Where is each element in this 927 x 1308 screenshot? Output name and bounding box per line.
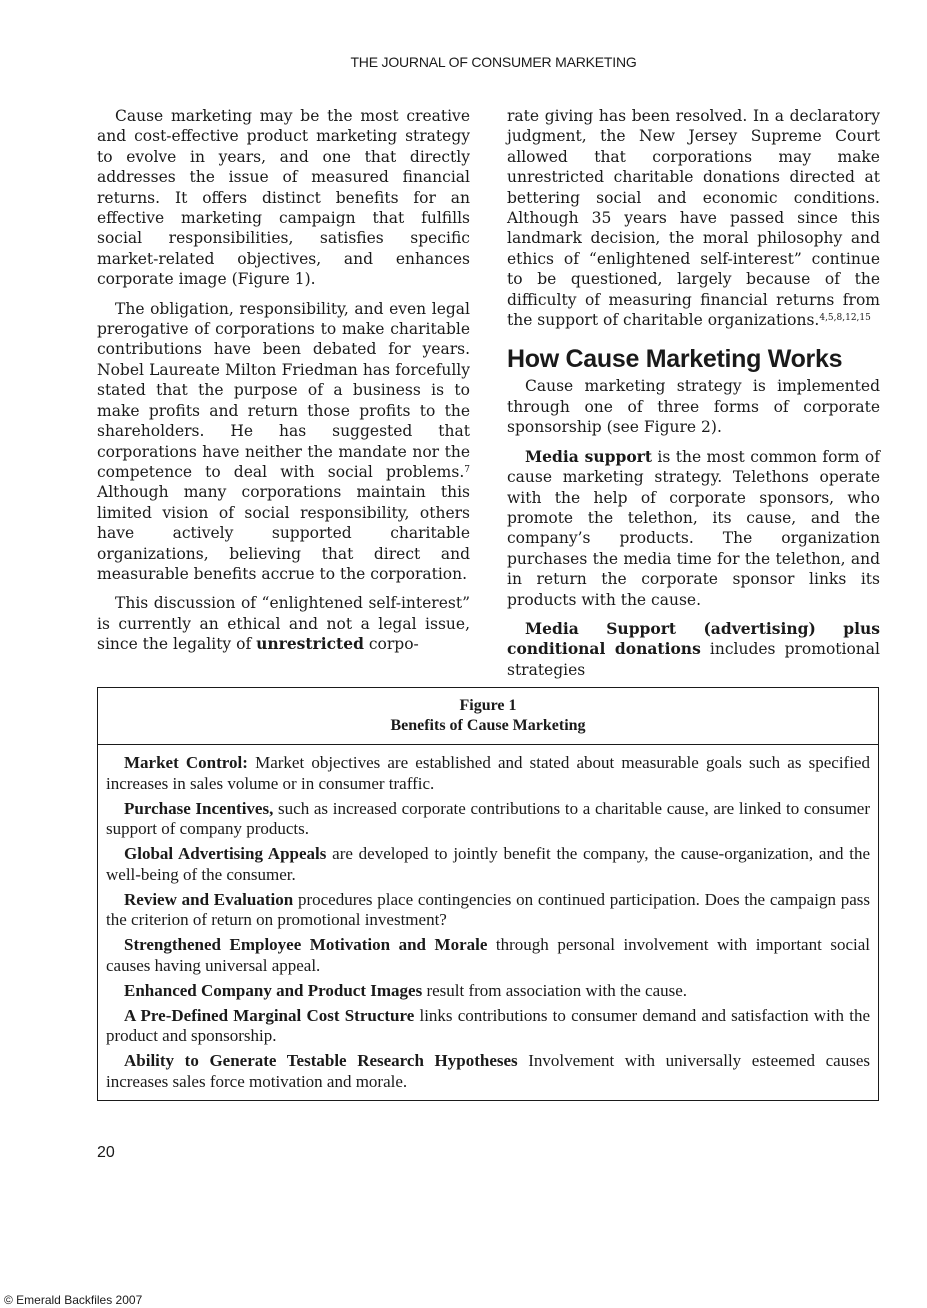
figure-item <box>106 1006 870 1047</box>
figure-item <box>106 981 870 1002</box>
paragraph-text: is the most common form of cause marketing strategy. Telethons operate with the help of corporate sponsors, who promote the telethon, its cause, and the company’s products. The organization purchases the media time for the telethon, and in return the corporate sponsor links its products with the cause. <box>507 447 880 609</box>
figure-item-term: Ability to Generate Testable Research Hypotheses <box>124 1051 518 1070</box>
figure-item-term: Strengthened Employee Motivation and Morale <box>124 935 488 954</box>
paragraph <box>507 619 880 680</box>
paragraph-text: The obligation, responsibility, and even legal prerogative of corporations to make charitable contributions have been debated for years. Nobel Laureate Milton Friedman has forcefully stated that the purpose of a business is to make profits and return those profits to the shareholders. He has suggested that corporations have neither the mandate nor the competence to deal with social problems. <box>97 299 470 481</box>
figure-item-text: are developed to jointly benefit the company, the cause-organization, and the well-being of the consumer. <box>106 844 870 884</box>
paragraph-text: Although many corporations maintain this limited vision of social responsibility, others have actively supported charitable organizations, believing that direct and measurable benefits accrue to the corporation. <box>97 483 470 583</box>
figure-item-term: Global Advertising Appeals <box>124 844 327 863</box>
bold-term: Media Support (advertising) plus conditional donations <box>507 618 880 659</box>
figure-item <box>106 935 870 976</box>
figure-item <box>106 799 870 840</box>
figure-item-text: through personal involvement with important social causes having universal appeal. <box>106 935 870 975</box>
citation-ref: 7 <box>464 464 470 475</box>
figure-item-term: Market Control: <box>124 753 248 772</box>
figure-item-term: Review and Evaluation <box>124 889 294 909</box>
paragraph-text: rate giving has been resolved. In a declaratory judgment, the New Jersey Supreme Court allowed that corporations may make unrestricted charitable donations directed at bettering social and economic conditions. Although 35 years have passed since this landmark decision, the moral philosophy and ethics of “enlightened self-interest” continue to be questioned, largely because of the difficulty of measuring financial returns from the support of charitable organizations. <box>507 107 880 330</box>
paragraph <box>507 447 880 610</box>
paragraph-text: This discussion of “enlightened self-interest” is currently an ethical and not a legal issue, since the legality of <box>97 594 470 654</box>
figure-item <box>106 844 870 885</box>
paragraph-text: corpo- <box>363 635 419 654</box>
paragraph: Cause marketing may be the most creative and cost-effective product marketing strategy to evolve in years, and one that directly addresses the issue of measured financial returns. It offers distinct benefits for an effective marketing campaign that fulfills social responsibilities, satisfies specific market-related objectives, and enhances corporate image (Figure 1). <box>97 107 470 289</box>
right-column <box>507 106 880 689</box>
figure-item-text: Market objectives are established and stated about measurable goals such as specified increases in sales volume or in consumer traffic. <box>106 753 870 793</box>
citation-ref: 4,5,8,12,15 <box>819 313 871 324</box>
bold-term: Media support <box>525 446 653 466</box>
paragraph <box>97 299 470 585</box>
figure-box <box>97 687 879 1101</box>
figure-item <box>106 753 870 794</box>
figure-item-term: Purchase Incentives, <box>124 798 274 818</box>
figure-item-text: links contributions to consumer demand and satisfaction with the product and sponsorship. <box>106 1005 870 1045</box>
figure-label: Figure 1 <box>459 697 517 714</box>
copyright-notice: © Emerald Backfiles 2007 <box>4 1293 143 1307</box>
left-column <box>97 106 470 664</box>
figure-item-term: Enhanced Company and Product Images <box>124 980 423 1000</box>
page-number: 20 <box>97 1144 115 1161</box>
running-head: THE JOURNAL OF CONSUMER MARKETING <box>350 54 637 70</box>
figure-item-text: result from association with the cause. <box>422 980 688 1000</box>
figure-item-term: A Pre-Defined Marginal Cost Structure <box>124 1005 415 1025</box>
figure-item <box>106 1051 870 1092</box>
paragraph-text: includes promotional strategies <box>507 640 880 679</box>
figure-item-text: procedures place contingencies on continued participation. Does the campaign pass the criterion of return on promotional investment? <box>106 889 870 929</box>
paragraph: Cause marketing strategy is implemented through one of three forms of corporate sponsorship (see Figure 2). <box>507 377 880 437</box>
bold-term: unrestricted <box>256 634 364 654</box>
figure-item-text: such as increased corporate contributions to a charitable cause, are linked to consumer support of company products. <box>106 798 870 838</box>
paragraph <box>97 593 470 654</box>
figure-item <box>106 890 870 931</box>
figure-item-text: Involvement with universally esteemed causes increases sales force motivation and morale. <box>106 1051 870 1091</box>
figure-body <box>98 745 878 1092</box>
figure-header <box>98 688 878 745</box>
section-heading: How Cause Marketing Works <box>507 345 843 374</box>
figure-title: Benefits of Cause Marketing <box>390 717 586 734</box>
paragraph <box>507 106 880 330</box>
